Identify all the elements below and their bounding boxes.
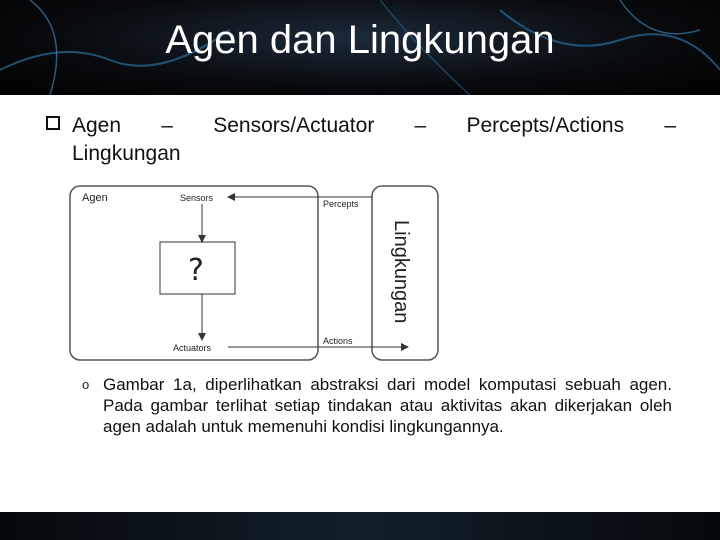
agent-label: Agen — [82, 192, 108, 204]
unknown-label: ? — [188, 253, 204, 288]
page-title: Agen dan Lingkungan — [165, 18, 555, 62]
sub-bullet-marker: o — [82, 377, 90, 392]
actions-label: Actions — [323, 336, 353, 346]
footer-band — [0, 512, 720, 540]
main-bullet-line1: Agen – Sensors/Actuator – Percepts/Actions – — [72, 114, 676, 137]
main-bullet-line2: Lingkungan — [72, 142, 181, 165]
percepts-label: Percepts — [323, 199, 359, 209]
environment-label: Lingkungan — [390, 220, 412, 324]
sub-bullet-text: Gambar 1a, diperlihatkan abstraksi dari model komputasi sebuah agen. Pada gambar terlihat setiap tindakan atau aktivitas akan dikerjakan oleh agen adalah untuk memenuhi kondisi lingkungannya. — [103, 375, 672, 436]
square-bullet-icon — [46, 116, 60, 130]
agent-environment-diagram — [60, 180, 450, 365]
actuators-label: Actuators — [173, 343, 212, 353]
sensors-label: Sensors — [180, 193, 214, 203]
